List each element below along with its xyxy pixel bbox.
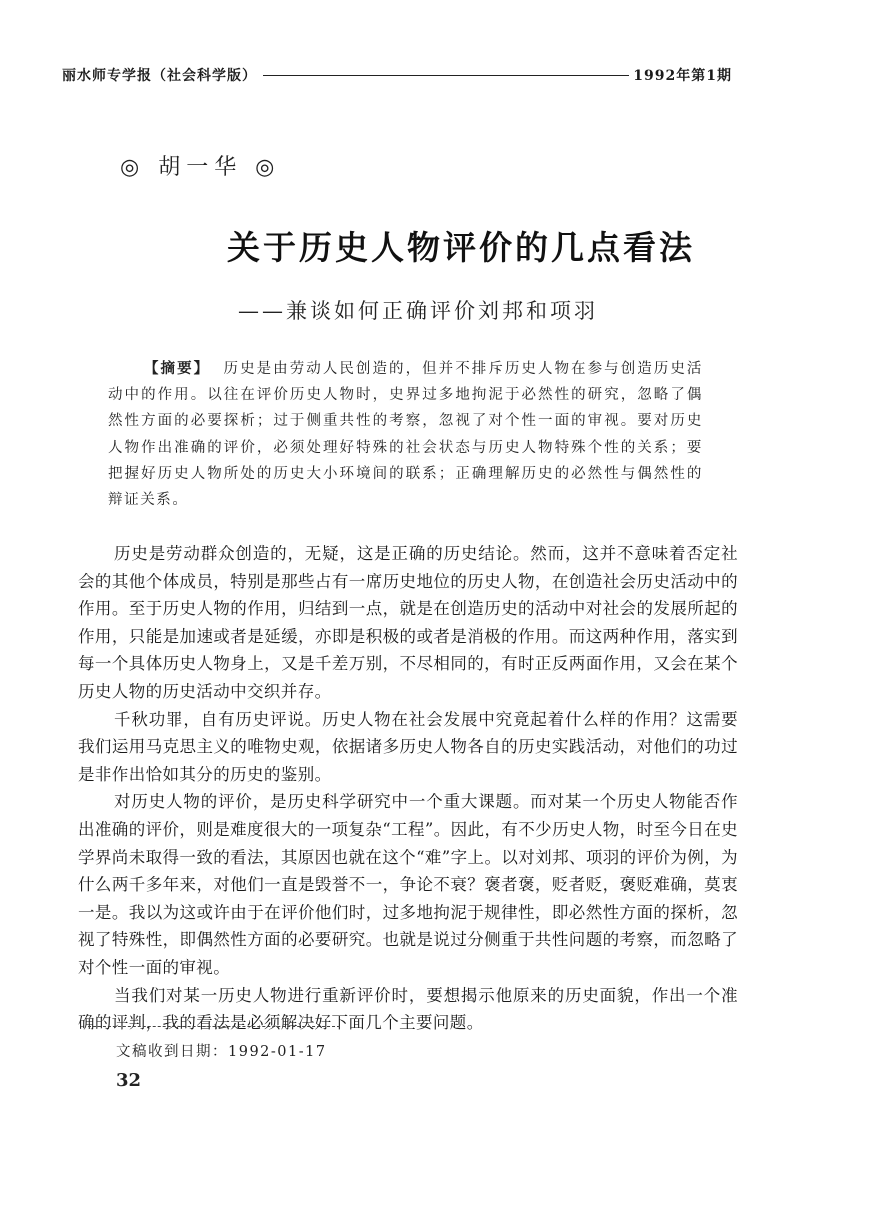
body-paragraph: 当我们对某一历史人物进行重新评价时，要想揭示他原来的历史面貌，作出一个准确的评判，我的看法是必须解决好下面几个主要问题。 [78, 985, 738, 1033]
abstract-text: 历史是由劳动人民创造的，但并不排斥历史人物在参与创造历史活动中的作用。以往在评价历史人物时，史界过多地拘泥于必然性的研究，忽略了偶然性方面的必要探析；过于侧重共性的考察，忽视了对个性一面的审视。要对历史人物作出准确的评价，必须处理好特殊的社会状态与历史人物特殊个性的关系；要把握好历史人物所处的历史大小环境间的联系；正确理解历史的必然性与偶然性的辩证关系。 [108, 361, 704, 509]
running-header [62, 64, 732, 86]
article-title: 关于历史人物评价的几点看法 [227, 228, 695, 267]
article-subtitle: ——兼谈如何正确评价刘邦和项羽 [238, 299, 598, 323]
article-body [78, 540, 738, 1037]
abstract [108, 356, 703, 513]
received-date-note: 文稿收到日期：1992-01-17 [116, 1044, 327, 1060]
abstract-label: 【摘要】 [144, 360, 211, 377]
journal-name: 丽水师专学报（社会科学版） [62, 68, 257, 84]
author-name: ◎ 胡一华 ◎ [120, 155, 281, 180]
footnote-divider [88, 1026, 340, 1027]
issue-label: 1992年第1期 [633, 68, 732, 84]
header-rule [263, 75, 629, 76]
page-number: 32 [116, 1070, 142, 1091]
body-paragraph: 历史是劳动群众创造的，无疑，这是正确的历史结论。然而，这并不意味着否定社会的其他个体成员，特别是那些占有一席历史地位的历史人物，在创造社会历史活动中的作用。至于历史人物的作用，归结到一点，就是在创造历史的活动中对社会的发展所起的作用，只能是加速或者是延缓，亦即是积极的或者是消极的作用。而这两种作用，落实到每一个具体历史人物身上，又是千差万别，不尽相同的，有时正反两面作用，又会在某个历史人物的历史活动中交织并存。 [78, 544, 738, 701]
body-paragraph: 千秋功罪，自有历史评说。历史人物在社会发展中究竟起着什么样的作用？这需要我们运用马克思主义的唯物史观，依据诸多历史人物各自的历史实践活动，对他们的功过是非作出恰如其分的历史的鉴别。 [78, 709, 738, 784]
body-paragraph: 对历史人物的评价，是历史科学研究中一个重大课题。而对某一个历史人物能否作出准确的评价，则是难度很大的一项复杂“工程”。因此，有不少历史人物，时至今日在史学界尚未取得一致的看法，其原因也就在这个“难”字上。以对刘邦、项羽的评价为例，为什么两千多年来，对他们一直是毁誉不一，争论不衰？褒者褒，贬者贬，褒贬难确，莫衷一是。我以为这或许由于在评价他们时，过多地拘泥于规律性，即必然性方面的探析，忽视了特殊性，即偶然性方面的必要研究。也就是说过分侧重于共性问题的考察，而忽略了对个性一面的审视。 [78, 792, 738, 977]
